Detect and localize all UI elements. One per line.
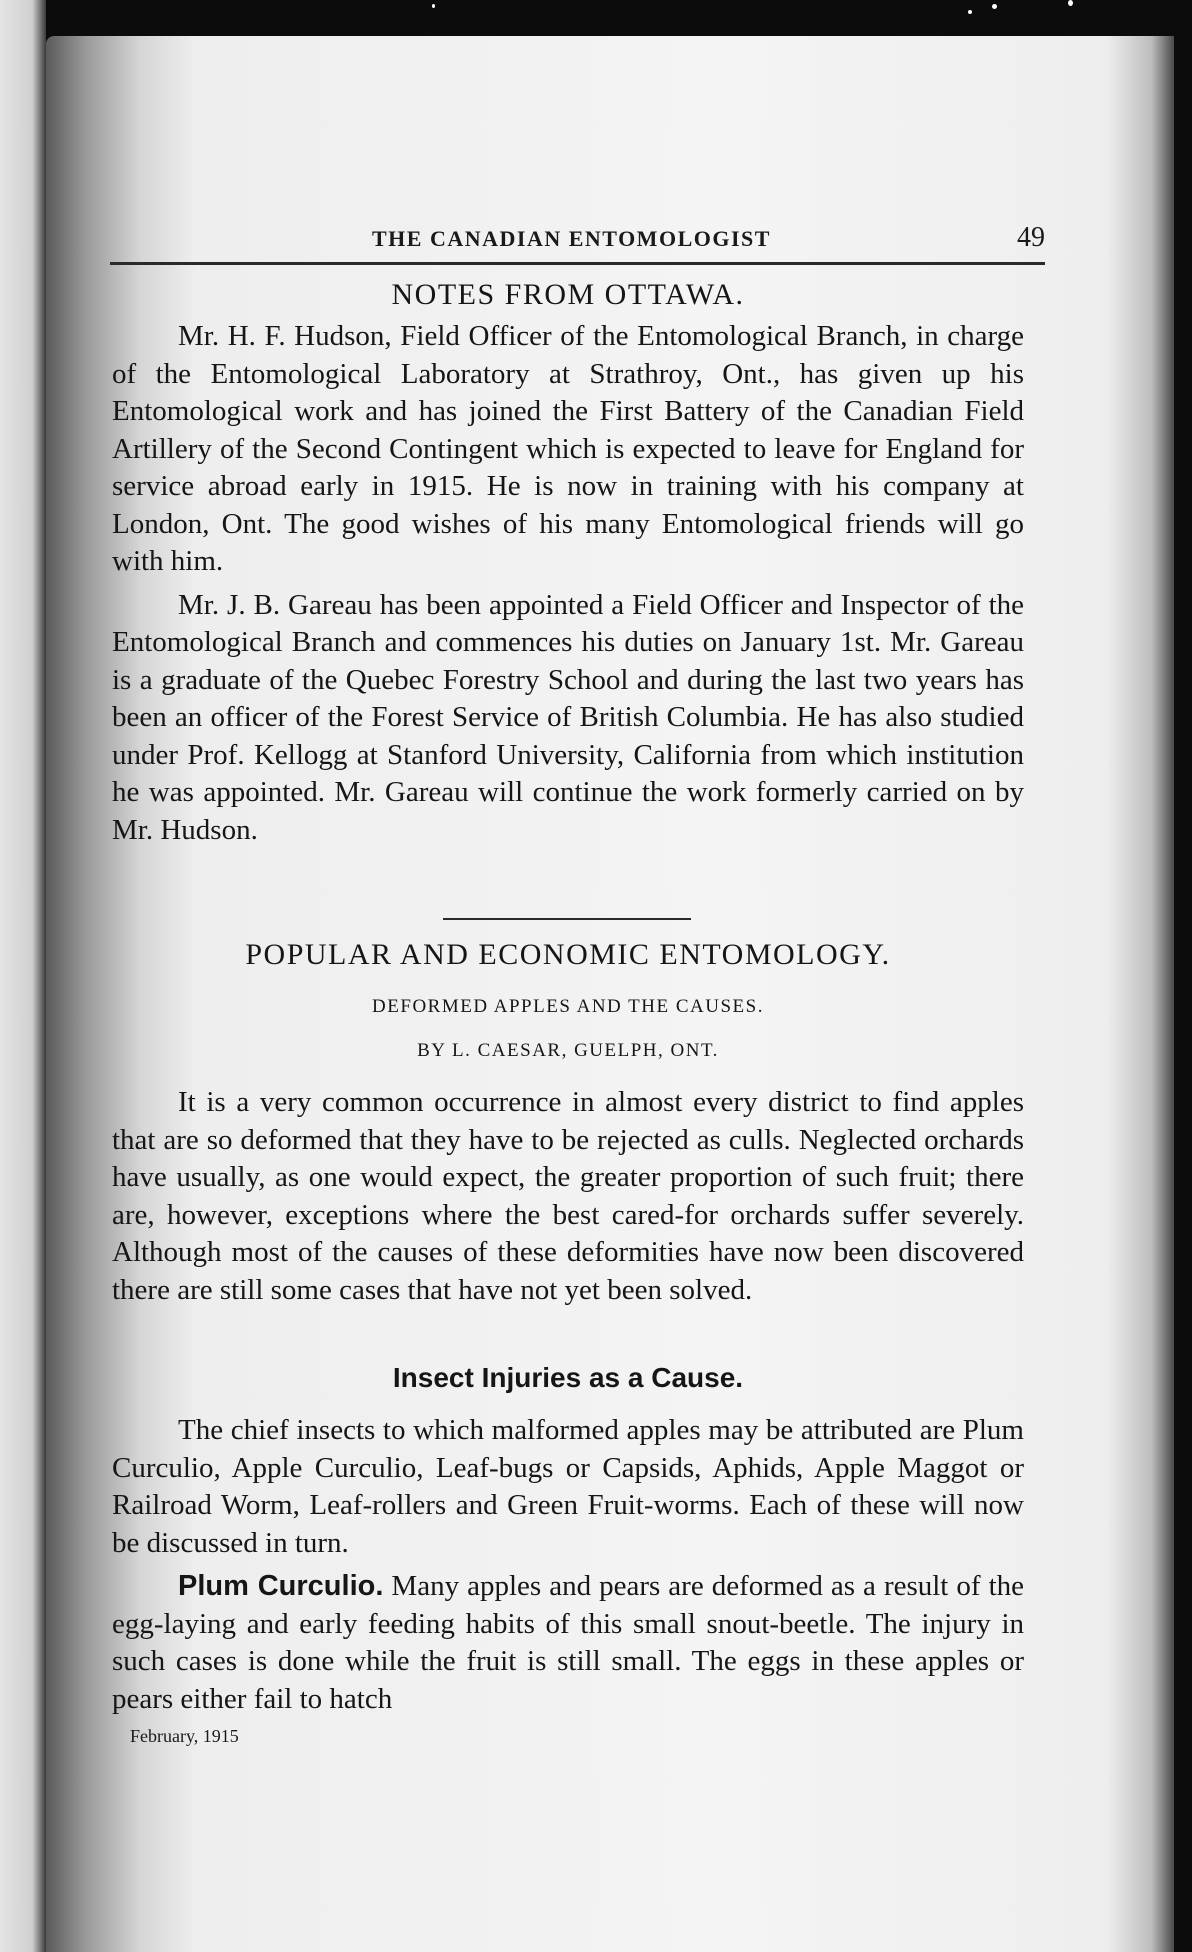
plum-curculio-body <box>112 1568 1024 1724</box>
running-head <box>110 222 1045 266</box>
insect-paragraph: The chief insects to which malformed apples may be attributed are Plum Curculio, Apple Curculio, Leaf-bugs or Capsids, Aphids, Apple Maggot or Railroad Worm, Leaf-rollers and Green Fruit-worms. Each of these will now be discussed in turn. <box>112 1414 1024 1559</box>
section-heading: POPULAR AND ECONOMIC ENTOMOLOGY. <box>245 938 891 971</box>
article-byline: BY L. CAESAR, GUELPH, ONT. <box>417 1040 719 1061</box>
plum-curculio-runin: Plum Curculio. <box>178 1570 384 1602</box>
notes-body <box>112 318 1024 855</box>
facing-page-edge <box>0 0 46 1952</box>
journal-title: THE CANADIAN ENTOMOLOGIST <box>372 226 771 251</box>
film-speck <box>432 4 435 8</box>
notes-heading: NOTES FROM OTTAWA. <box>391 278 745 311</box>
intro-paragraph: It is a very common occurrence in almost every district to find apples that are so deformed that they have to be rejected as culls. Neglected orchards have usually, as one would expect, the greater proportion of such fruit; there are, however, exceptions where the best cared-for orchards suffer severely. Although most of the causes of these deformities have now been discovered there are still some cases that have not yet been solved. <box>112 1086 1024 1306</box>
film-speck <box>1068 0 1073 6</box>
article-title: DEFORMED APPLES AND THE CAUSES. <box>372 996 764 1017</box>
article-intro <box>112 1084 1024 1315</box>
section-divider <box>443 918 691 920</box>
page-number: 49 <box>1017 222 1045 253</box>
subsection-heading: Insect Injuries as a Cause. <box>392 1362 744 1393</box>
film-speck <box>968 10 972 14</box>
issue-date-footer: February, 1915 <box>130 1726 239 1746</box>
insect-body <box>112 1412 1024 1568</box>
film-speck <box>992 4 997 9</box>
plum-curculio-paragraph <box>112 1568 1024 1718</box>
plum-curculio-text: Many apples and pears are deformed as a result of the egg-laying and early feeding habits of this small snout-beetle. The injury in such cases is done while the fruit is still small. The eggs in these apples or pears either fail to hatch <box>112 1570 1024 1715</box>
head-rule <box>110 262 1045 265</box>
notes-paragraph-hudson: Mr. H. F. Hudson, Field Officer of the Entomological Branch, in charge of the Entomological Laboratory at Strathroy, Ont., has given up his Entomological work and has joined the First Battery of the Canadian Field Artillery of the Second Contingent which is expected to leave for England for service abroad early in 1915. He is now in training with his company at London, Ont. The good wishes of his many Entomological friends will go with him. <box>112 320 1024 577</box>
notes-paragraph-gareau: Mr. J. B. Gareau has been appointed a Field Officer and Inspector of the Entomological Branch and commences his duties on January 1st. Mr. Gareau is a graduate of the Quebec Forestry School and during the last two years has been an officer of the Forest Service of British Columbia. He has also studied under Prof. Kellogg at Stanford University, California from which institution he was appointed. Mr. Gareau will continue the work formerly carried on by Mr. Hudson. <box>112 588 1024 846</box>
